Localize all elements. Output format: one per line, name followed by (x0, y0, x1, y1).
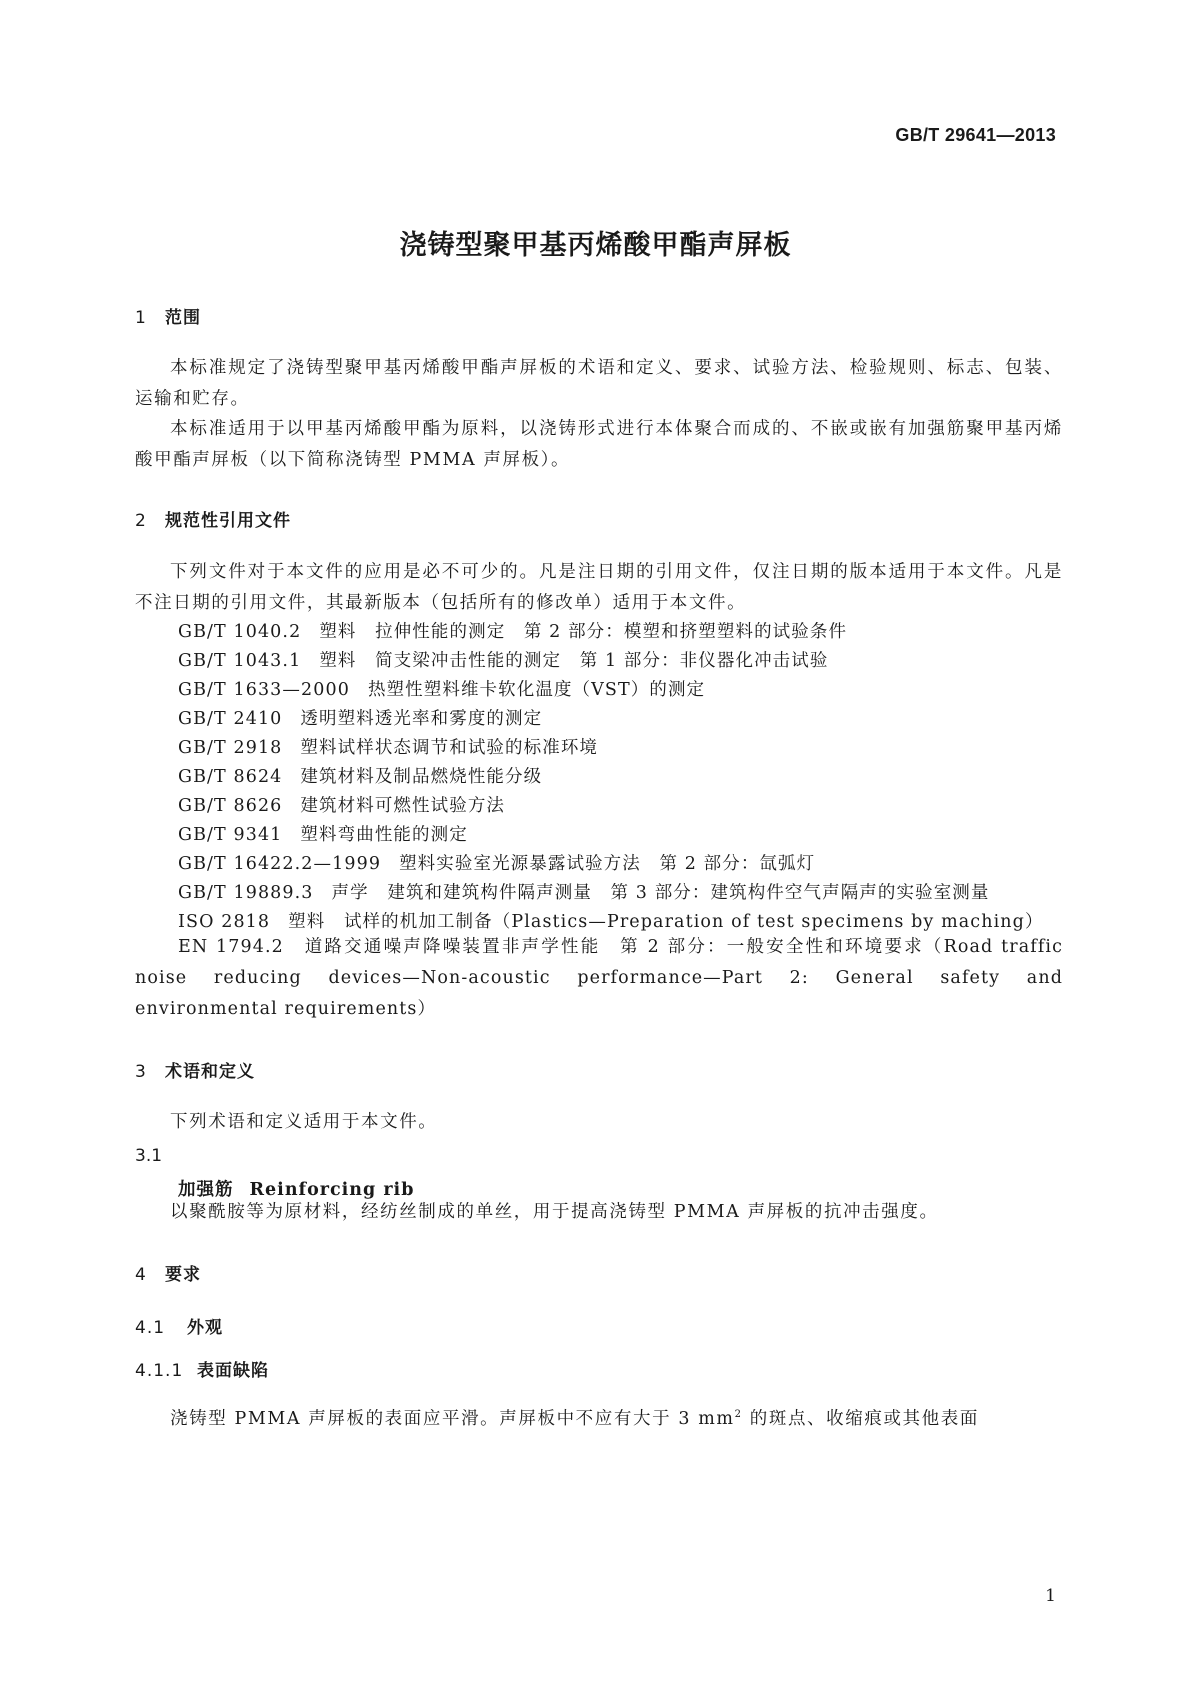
page-number: 1 (1045, 1586, 1056, 1606)
reference-title: 塑料 简支梁冲击性能的测定 第 1 部分：非仪器化冲击试验 (319, 651, 829, 671)
reference-title: 建筑材料可燃性试验方法 (300, 796, 506, 816)
superscript: 2 (734, 1409, 743, 1420)
reference-item (178, 705, 542, 730)
section-title: 要求 (165, 1265, 201, 1285)
section-2-intro: 下列文件对于本文件的应用是必不可少的。凡是注日期的引用文件，仅注日期的版本适用于本文件。凡是不注日期的引用文件，其最新版本（包括所有的修改单）适用于本文件。 (135, 562, 1063, 613)
reference-code: GB/T 2410 (178, 709, 283, 729)
reference-code: GB/T 9341 (178, 825, 283, 845)
term-number: 3.1 (135, 1146, 163, 1166)
section-number: 1 (135, 308, 147, 328)
reference-item (178, 821, 468, 846)
reference-title: 热塑性塑料维卡软化温度（VST）的测定 (367, 680, 706, 700)
reference-item (178, 792, 505, 817)
reference-title: 塑料 拉伸性能的测定 第 2 部分：模塑和挤塑塑料的试验条件 (319, 622, 848, 642)
section-title: 规范性引用文件 (165, 511, 291, 531)
standard-code: GB/T 29641—2013 (895, 125, 1056, 145)
subsection-number: 4.1.1 (135, 1361, 184, 1381)
section-3-heading (135, 1057, 255, 1082)
reference-title: 声学 建筑和建筑构件隔声测量 第 3 部分：建筑构件空气声隔声的实验室测量 (331, 883, 990, 903)
reference-item (178, 763, 542, 788)
reference-item (178, 850, 815, 875)
term-english: Reinforcing rib (249, 1180, 415, 1200)
reference-code: GB/T 8626 (178, 796, 283, 816)
subsection-number: 4.1 (135, 1318, 166, 1338)
section-number: 4 (135, 1265, 147, 1285)
reference-title: 塑料 试样的机加工制备（Plastics—Preparation of test specimens by maching） (288, 912, 1044, 932)
reference-code: GB/T 2918 (178, 738, 283, 758)
section-title: 范围 (165, 308, 201, 328)
reference-item (178, 647, 828, 672)
paragraph-text: 浇铸型 PMMA 声屏板的表面应平滑。声屏板中不应有大于 3 mm (170, 1408, 735, 1429)
reference-item (178, 879, 990, 904)
document-title: 浇铸型聚甲基丙烯酸甲酯声屏板 (399, 230, 792, 261)
section-1-paragraph-1: 本标准规定了浇铸型聚甲基丙烯酸甲酯声屏板的术语和定义、要求、试验方法、检验规则、标志、包装、运输和贮存。 (135, 358, 1063, 409)
section-2-heading (135, 506, 291, 531)
term-definition: 以聚酰胺等为原材料，经纺丝制成的单丝，用于提高浇铸型 PMMA 声屏板的抗冲击强度。 (170, 1202, 939, 1222)
subsection-title: 表面缺陷 (197, 1361, 269, 1381)
reference-title: 塑料试样状态调节和试验的标准环境 (300, 738, 599, 758)
paragraph-text-continued: 的斑点、收缩痕或其他表面 (742, 1408, 979, 1429)
section-4-paragraph (135, 1399, 1063, 1435)
section-1-paragraph-2: 本标准适用于以甲基丙烯酸甲酯为原料，以浇铸形式进行本体聚合而成的、不嵌或嵌有加强筋聚甲基丙烯酸甲酯声屏板（以下简称浇铸型 PMMA 声屏板）。 (135, 419, 1063, 470)
reference-item (178, 908, 1044, 933)
section-number: 3 (135, 1062, 147, 1082)
section-3-intro: 下列术语和定义适用于本文件。 (170, 1112, 438, 1132)
subsection-4-1-heading (135, 1313, 223, 1338)
reference-item (178, 618, 847, 643)
reference-code: GB/T 1040.2 (178, 622, 302, 642)
reference-title: 透明塑料透光率和雾度的测定 (300, 709, 543, 729)
section-1-heading (135, 303, 201, 328)
subsection-title: 外观 (187, 1318, 223, 1338)
section-title: 术语和定义 (165, 1062, 255, 1082)
reference-item (178, 676, 705, 701)
reference-title: 塑料弯曲性能的测定 (300, 825, 468, 845)
section-number: 2 (135, 511, 147, 531)
reference-title: 塑料实验室光源暴露试验方法 第 2 部分：氙弧灯 (399, 854, 816, 874)
section-4-heading (135, 1260, 201, 1285)
term-chinese: 加强筋 (178, 1180, 234, 1200)
reference-code: GB/T 1043.1 (178, 651, 302, 671)
reference-code: GB/T 19889.3 (178, 883, 314, 903)
subsection-4-1-1-heading (135, 1356, 269, 1381)
reference-code: GB/T 1633—2000 (178, 680, 350, 700)
reference-code: ISO 2818 (178, 912, 271, 932)
reference-item (178, 734, 598, 759)
reference-item-long: EN 1794.2 道路交通噪声降噪装置非声学性能 第 2 部分：一般安全性和环境要求（Road traffic noise reducing devices—Non-acoustic performance—Part 2: General safety and environmental requirements） (135, 937, 1063, 1019)
reference-code: GB/T 8624 (178, 767, 283, 787)
reference-title: 建筑材料及制品燃烧性能分级 (300, 767, 543, 787)
reference-code: GB/T 16422.2—1999 (178, 854, 382, 874)
